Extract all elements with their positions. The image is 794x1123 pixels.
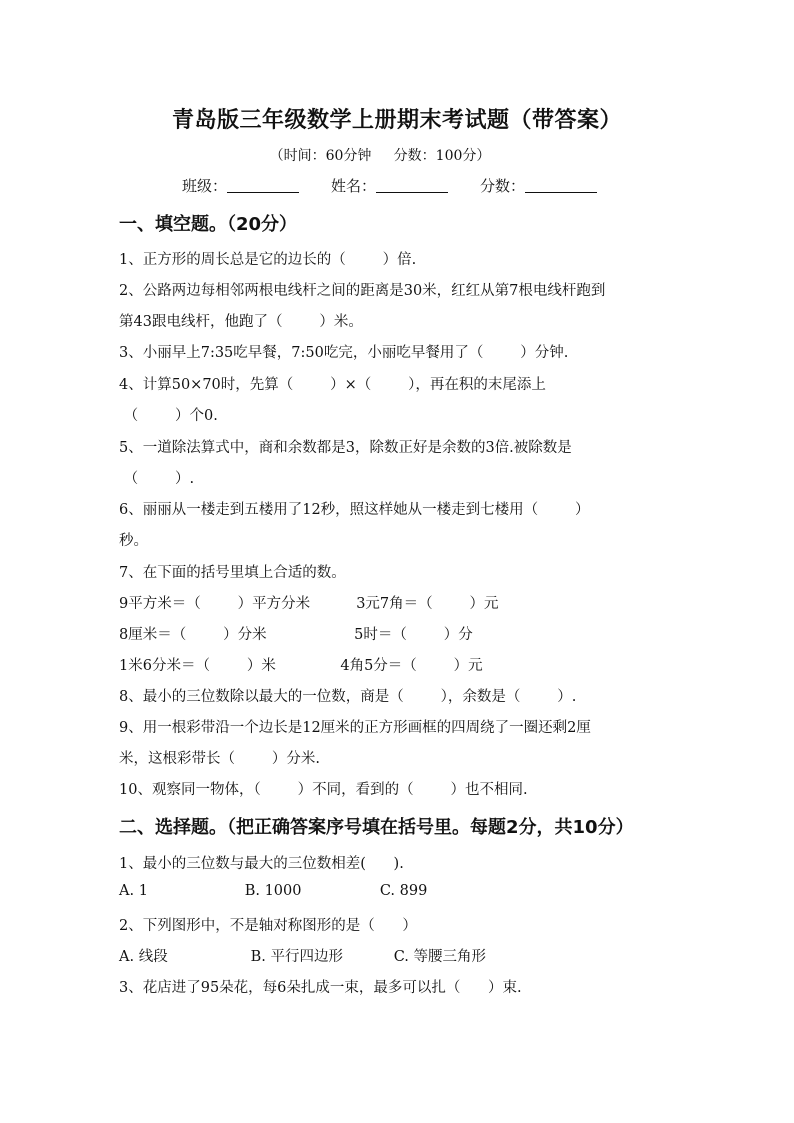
section-heading-fill-blank: 一、填空题。（20分）: [119, 214, 298, 235]
choice-line: A. 线段 B. 平行四边形 C. 等腰三角形: [119, 949, 487, 965]
question-line: 1米6分米＝（ ）米 4角5分＝（ ）元: [119, 658, 483, 674]
question-line: 3、花店进了95朵花，每6朵扎成一束，最多可以扎（ ）束.: [119, 980, 522, 996]
question-line: （ ）.: [119, 471, 195, 487]
class-label: 班级：: [182, 177, 228, 195]
question-line: 2、下列图形中，不是轴对称图形的是（ ）: [119, 918, 417, 934]
choice-line: A. 1 B. 1000 C. 899: [119, 883, 428, 899]
question-line: （ ）个0.: [119, 408, 218, 424]
question-line: 第43跟电线杆，他跑了（ ）米。: [119, 314, 363, 330]
question-line: 9、用一根彩带沿一个边长是12厘米的正方形画框的四周绕了一圈还剩2厘: [119, 720, 591, 736]
question-line: 8厘米＝（ ）分米 5时＝（ ）分: [119, 627, 473, 643]
question-line: 10、观察同一物体，（ ）不同，看到的（ ）也不相同.: [119, 782, 528, 798]
time-score-info: （时间：60分钟 分数：100分）: [269, 148, 491, 164]
score-label: 分数：: [480, 177, 526, 195]
page-title: 青岛版三年级数学上册期末考试题（带答案）: [171, 108, 622, 133]
question-line: 7、在下面的括号里填上合适的数。: [119, 565, 346, 581]
name-blank[interactable]: [376, 176, 448, 193]
class-field: [182, 175, 299, 196]
score-field: [480, 175, 597, 196]
question-line: 2、公路两边每相邻两根电线杆之间的距离是30米，红红从第7根电线杆跑到: [119, 283, 606, 299]
question-line: 5、一道除法算式中，商和余数都是3，除数正好是余数的3倍.被除数是: [119, 440, 572, 456]
class-blank[interactable]: [227, 176, 299, 193]
question-line: 9平方米＝（ ）平方分米 3元7角＝（ ）元: [119, 596, 499, 612]
name-label: 姓名：: [331, 177, 377, 195]
question-line: 4、计算50×70时，先算（ ）×（ ），再在积的末尾添上: [119, 377, 546, 393]
question-line: 米，这根彩带长（ ）分米.: [119, 751, 320, 767]
question-line: 3、小丽早上7:35吃早餐，7:50吃完，小丽吃早餐用了（ ）分钟.: [119, 345, 569, 361]
question-line: 秒。: [119, 533, 148, 549]
section-heading-multiple-choice: 二、选择题。（把正确答案序号填在括号里。每题2分，共10分）: [119, 817, 634, 838]
question-line: 1、正方形的周长总是它的边长的（ ）倍.: [119, 252, 417, 268]
score-blank[interactable]: [525, 176, 597, 193]
question-line: 6、丽丽从一楼走到五楼用了12秒，照这样她从一楼走到七楼用（ ）: [119, 502, 590, 518]
question-line: 1、最小的三位数与最大的三位数相差( ).: [119, 856, 404, 872]
name-field: [331, 175, 448, 196]
question-line: 8、最小的三位数除以最大的一位数，商是（ ），余数是（ ）.: [119, 689, 577, 705]
student-info-row: [182, 175, 629, 196]
